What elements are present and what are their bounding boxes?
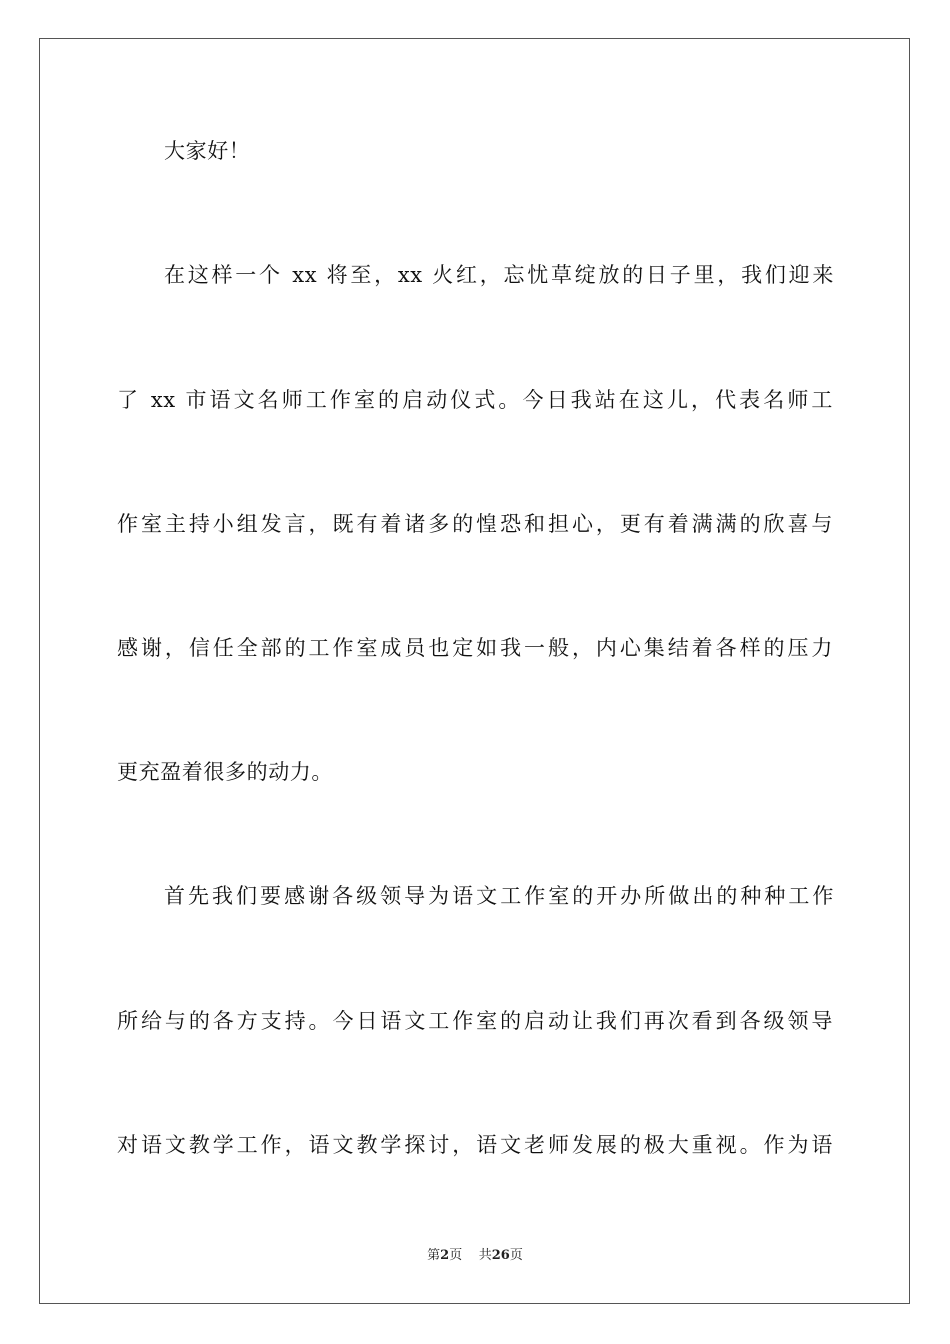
footer-page-number: 2: [440, 1248, 450, 1263]
footer-total-prefix: 共: [478, 1248, 492, 1263]
page-footer: [0, 1247, 950, 1265]
paragraph-2-line-3: 对语文教学工作，语文教学探讨，语文老师发展的极大重视。作为语: [117, 1133, 833, 1157]
footer-page-suffix: 页: [449, 1248, 463, 1263]
footer-page-prefix: 第: [427, 1248, 441, 1263]
footer-total-pages: 26: [491, 1248, 510, 1263]
paragraph-1-line-2: 了 xx 市语文名师工作室的启动仪式。今日我站在这儿，代表名师工: [117, 388, 833, 412]
paragraph-1-line-1: 在这样一个 xx 将至，xx 火红，忘忧草绽放的日子里，我们迎来: [164, 263, 834, 287]
paragraph-2-line-1: 首先我们要感谢各级领导为语文工作室的开办所做出的种种工作: [164, 884, 834, 908]
paragraph-1-line-5: 更充盈着很多的动力。: [117, 760, 333, 784]
page-border: [39, 38, 910, 1304]
greeting-line: 大家好！: [164, 139, 251, 163]
paragraph-1-line-3: 作室主持小组发言，既有着诸多的惶恐和担心，更有着满满的欣喜与: [117, 512, 833, 536]
footer-total-suffix: 页: [509, 1248, 523, 1263]
paragraph-1-line-4: 感谢，信任全部的工作室成员也定如我一般，内心集结着各样的压力: [117, 636, 833, 660]
paragraph-2-line-2: 所给与的各方支持。今日语文工作室的启动让我们再次看到各级领导: [117, 1009, 833, 1033]
